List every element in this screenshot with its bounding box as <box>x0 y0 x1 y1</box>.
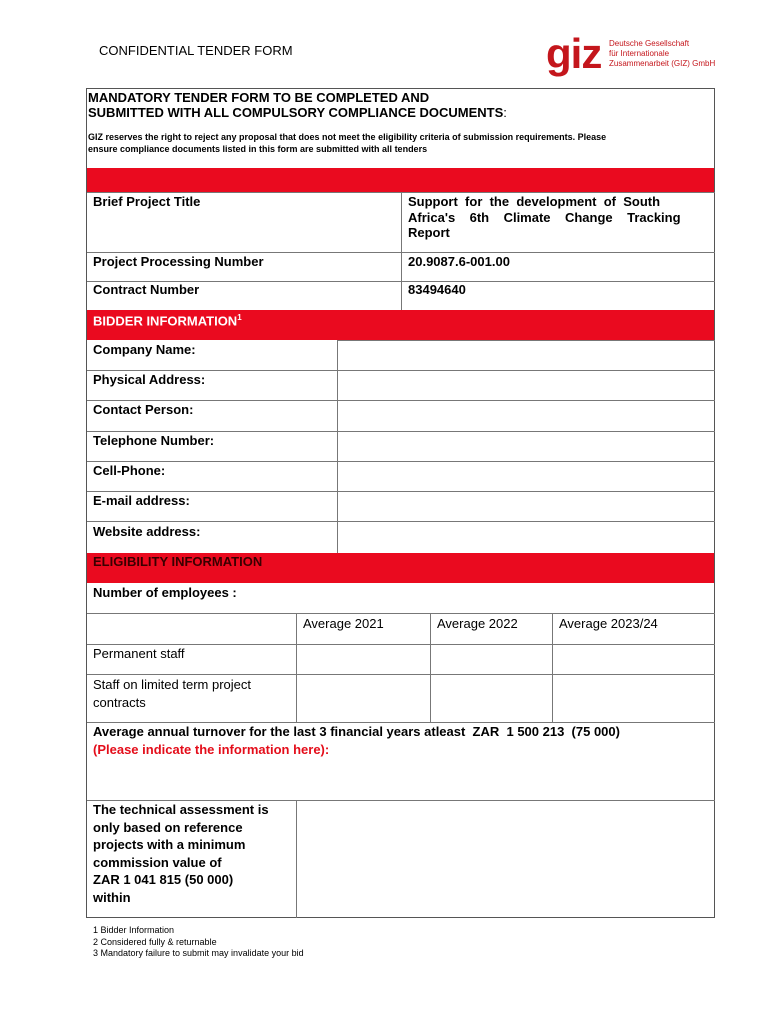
telephone-number-label: Telephone Number: <box>93 433 215 448</box>
permanent-staff-label: Permanent staff <box>93 646 185 661</box>
footnote: 1 Bidder Information <box>93 925 175 935</box>
giz-logo-text <box>609 39 715 69</box>
logo-line: Deutsche Gesellschaft <box>609 39 690 48</box>
technical-assessment-input[interactable] <box>297 801 715 918</box>
bidder-section-title: BIDDER INFORMATION$^1$ <box>93 313 242 329</box>
permanent-2023-input[interactable] <box>553 645 715 674</box>
contact-person-label: Contact Person: <box>93 402 194 417</box>
telephone-number-input[interactable] <box>338 432 715 461</box>
intro-note: GIZ reserves the right to reject any proposal that does not meet the eligibility criteria of submission requirements. Please ensure compliance documents listed in this form are submitted with all tenders <box>88 132 607 154</box>
eligibility-section-title: ELIGIBILITY INFORMATION <box>93 554 263 569</box>
processing-number-label: Project Processing Number <box>93 254 264 269</box>
contract-number-value: 83494640 <box>408 282 466 297</box>
footnote: 3 Mandatory failure to submit may invalidate your bid <box>93 948 304 958</box>
employees-label: Number of employees : <box>93 585 237 600</box>
physical-address-label: Physical Address: <box>93 372 206 387</box>
logo-line: für Internationale <box>609 49 670 58</box>
cell-phone-label: Cell-Phone: <box>93 463 166 478</box>
column-header: Average 2021 <box>303 616 384 631</box>
limited-2023-input[interactable] <box>553 675 715 722</box>
contract-number-label: Contract Number <box>93 282 200 297</box>
website-address-input[interactable] <box>338 522 715 552</box>
giz-logo-mark: giz <box>546 30 602 77</box>
physical-address-input[interactable] <box>338 371 715 400</box>
website-address-label: Website address: <box>93 524 201 539</box>
project-title-value: Support for the development of South Africa's 6th Climate Change Tracking Report <box>408 194 681 240</box>
project-title-label: Brief Project Title <box>93 194 201 209</box>
form-title: CONFIDENTIAL TENDER FORM <box>99 43 293 58</box>
permanent-2021-input[interactable] <box>297 645 430 674</box>
email-address-input[interactable] <box>338 492 715 521</box>
footnote: 2 Considered fully & returnable <box>93 936 217 947</box>
email-address-label: E-mail address: <box>93 493 190 508</box>
limited-2021-input[interactable] <box>297 675 430 722</box>
intro-heading: MANDATORY TENDER FORM TO BE COMPLETED AND SUBMITTED WITH ALL COMPULSORY COMPLIANCE DOCUMENTS: <box>88 90 507 120</box>
company-name-input[interactable] <box>338 341 715 370</box>
limited-staff-label: Staff on limited term project contracts <box>93 677 251 710</box>
company-name-label: Company Name: <box>93 342 196 357</box>
logo-line: Zusammenarbeit (GIZ) GmbH <box>609 59 716 68</box>
turnover-note: (Please indicate the information here): <box>93 742 330 757</box>
limited-2022-input[interactable] <box>431 675 552 722</box>
footnotes <box>93 925 304 960</box>
turnover-input[interactable] <box>87 760 715 800</box>
turnover-label: Average annual turnover for the last 3 financial years atleast ZAR 1 500 213 (75 000) <box>93 724 620 739</box>
section-bar <box>87 168 714 192</box>
column-header: Average 2023/24 <box>559 616 658 631</box>
column-header: Average 2022 <box>437 616 518 631</box>
cell-phone-input[interactable] <box>338 462 715 491</box>
permanent-2022-input[interactable] <box>431 645 552 674</box>
technical-assessment-label: The technical assessment is only based on reference projects with a minimum commission value of ZAR 1 041 815 (50 000) within <box>93 802 269 905</box>
contact-person-input[interactable] <box>338 401 715 431</box>
giz-logo <box>546 30 726 78</box>
processing-number-value: 20.9087.6-001.00 <box>408 254 510 269</box>
